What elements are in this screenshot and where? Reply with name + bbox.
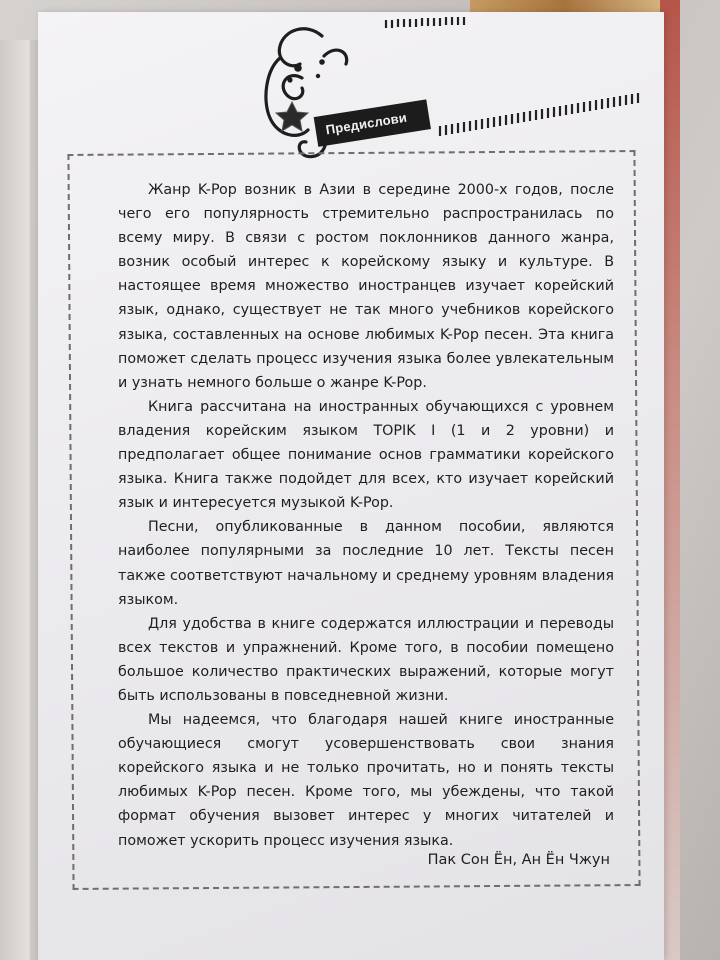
- paragraph-3: Песни, опубликованные в данном пособии, являются наиболее популярными за последние 10 лет. Тексты песен также соответствуют начальному и среднему уровням владения языком.: [118, 519, 614, 608]
- author-signature: Пак Сон Ён, Ан Ён Чжун: [427, 852, 610, 868]
- zigzag-top-icon: [386, 17, 464, 28]
- section-heading: Предислови: [324, 109, 408, 138]
- paragraph-1: Жанр K-Pop возник в Азии в середине 2000-х годов, после чего его популярность стремительно распространилась по всему миру. В связи с ростом поклонников данного жанра, возник особый интерес к корейскому языку и культуре. В настоящее время множество иностранцев изучает корейский язык, однако, существует не так много учебников корейского языка, составленных на основе любимых K-Pop песен. Эта книга поможет сделать процесс изучения языка более увлекательным и узнать немного больше о жанре K-Pop.: [118, 182, 614, 391]
- preface-body: [118, 178, 614, 853]
- zigzag-heading-ribbon-icon: [440, 93, 638, 136]
- paragraph-2: Книга рассчитана на иностранных обучающихся с уровнем владения корейским языком TOPIK I (1 и 2 уровни) и предполагает общее понимание основ грамматики корейского языка. Книга также подойдет для всех, кто изучает корейский язык и интересуется музыкой K-Pop.: [118, 398, 614, 512]
- paragraph-4: Для удобства в книге содержатся иллюстрации и переводы всех текстов и упражнений. Кроме того, в пособии помещено большое количество практических выражений, которые могут быть использованы в повседневной жизни.: [118, 615, 614, 704]
- star-icon: [276, 102, 308, 131]
- paragraph-5: Мы надеемся, что благодаря нашей книге иностранные обучающиеся смогут усовершенствовать свои знания корейского языка и не только прочитать, но и понять тексты любимых K-Pop песен. Кроме того, мы убеждены, что такой формат обучения вызовет интерес у многих читателей и поможет ускорить процесс изучения языка.: [118, 712, 614, 849]
